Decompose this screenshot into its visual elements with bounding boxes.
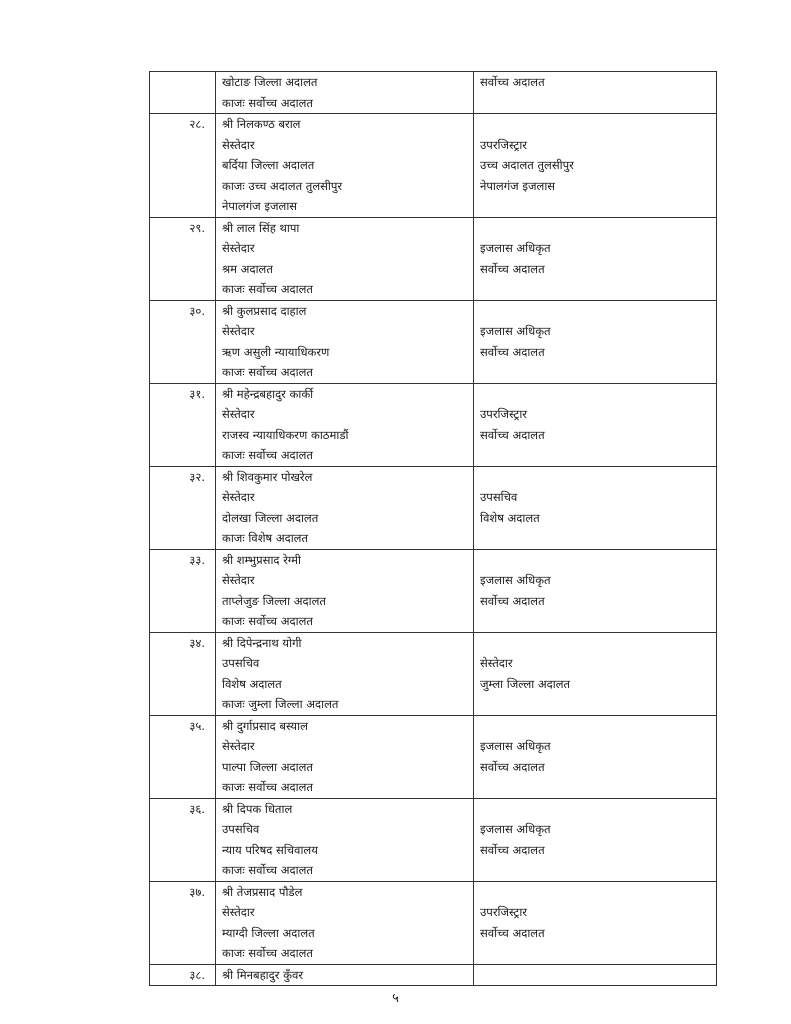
assignment-line: सर्वोच्च अदालत bbox=[480, 75, 545, 89]
detail-line: सेस्तेदार bbox=[222, 490, 255, 504]
assignment-line: उपसचिव bbox=[480, 490, 518, 504]
assignment-cell bbox=[474, 466, 717, 549]
assignment-cell bbox=[474, 715, 717, 798]
employee-details-cell bbox=[216, 798, 474, 881]
assignment-line: विशेष अदालत bbox=[480, 510, 540, 525]
table-row bbox=[150, 114, 717, 218]
assignment-line: उपरजिस्ट्रार bbox=[480, 905, 528, 919]
detail-line: काजः सर्वोच्च अदालत bbox=[222, 365, 313, 379]
serial-number-cell bbox=[150, 72, 216, 114]
detail-line: बर्दिया जिल्ला अदालत bbox=[222, 158, 315, 172]
employee-details-cell bbox=[216, 881, 474, 964]
employee-details-cell bbox=[216, 466, 474, 549]
serial-number-cell: ३८. bbox=[150, 964, 216, 986]
assignment-line: जुम्ला जिल्ला अदालत bbox=[480, 676, 571, 691]
detail-line: सेस्तेदार bbox=[222, 137, 255, 152]
employee-details-cell bbox=[216, 300, 474, 383]
assignment-cell bbox=[474, 383, 717, 466]
detail-line: श्री तेजप्रसाद पौडेल bbox=[222, 884, 303, 899]
detail-line: काजः जुम्ला जिल्ला अदालत bbox=[222, 697, 339, 711]
serial-number-cell: ३०. bbox=[150, 300, 216, 383]
detail-line: ऋण असुली न्यायाधिकरण bbox=[222, 344, 330, 359]
serial-number-cell: २८. bbox=[150, 114, 216, 218]
assignment-line: नेपालगंज इजलास bbox=[480, 178, 556, 193]
serial-number-cell: ३४. bbox=[150, 632, 216, 715]
assignment-line: सर्वोच्च अदालत bbox=[480, 842, 545, 857]
assignment-line: सर्वोच्च अदालत bbox=[480, 427, 545, 442]
assignment-line: इजलास अधिकृत bbox=[480, 573, 551, 587]
assignment-cell bbox=[474, 114, 717, 218]
detail-line: उपसचिव bbox=[222, 656, 260, 670]
employee-details-cell bbox=[216, 383, 474, 466]
serial-number-cell: ३७. bbox=[150, 881, 216, 964]
assignment-cell bbox=[474, 881, 717, 964]
assignment-line: उपरजिस्ट्रार bbox=[480, 137, 528, 152]
assignment-line: इजलास अधिकृत bbox=[480, 324, 551, 338]
serial-number-cell: ३५. bbox=[150, 715, 216, 798]
detail-line: श्री लाल सिंह थापा bbox=[222, 220, 300, 235]
detail-line: श्री दुर्गाप्रसाद बस्याल bbox=[222, 718, 308, 733]
table-body bbox=[150, 72, 717, 986]
detail-line: श्रम अदालत bbox=[222, 261, 273, 276]
serial-number-cell: २९. bbox=[150, 217, 216, 300]
table-row bbox=[150, 881, 717, 964]
detail-line: श्री शम्भुप्रसाद रेग्मी bbox=[222, 552, 301, 567]
serial-number-cell: ३२. bbox=[150, 466, 216, 549]
table-row bbox=[150, 72, 717, 114]
employee-details-cell bbox=[216, 114, 474, 218]
assignment-line: उच्च अदालत तुलसीपुर bbox=[480, 158, 574, 172]
table-row bbox=[150, 632, 717, 715]
table-row bbox=[150, 383, 717, 466]
detail-line: म्याग्दी जिल्ला अदालत bbox=[222, 925, 315, 940]
detail-line: काजः विशेष अदालत bbox=[222, 531, 309, 545]
employee-details-cell bbox=[216, 72, 474, 114]
detail-line: काजः सर्वोच्च अदालत bbox=[222, 95, 313, 110]
detail-line: काजः सर्वोच्च अदालत bbox=[222, 614, 313, 628]
assignment-line: सर्वोच्च अदालत bbox=[480, 925, 545, 940]
table-row bbox=[150, 964, 717, 986]
assignment-cell bbox=[474, 300, 717, 383]
detail-line: काजः उच्च अदालत तुलसीपुर bbox=[222, 178, 343, 193]
assignment-cell bbox=[474, 549, 717, 632]
employee-details-cell bbox=[216, 549, 474, 632]
detail-line: काजः सर्वोच्च अदालत bbox=[222, 863, 313, 877]
detail-line: सेस्तेदार bbox=[222, 573, 255, 587]
assignment-cell bbox=[474, 632, 717, 715]
assignment-line: उपरजिस्ट्रार bbox=[480, 407, 528, 421]
detail-line: श्री दिपक धिताल bbox=[222, 801, 293, 816]
detail-line: न्याय परिषद सचिवालय bbox=[222, 842, 318, 857]
serial-number-cell: ३६. bbox=[150, 798, 216, 881]
detail-line: सेस्तेदार bbox=[222, 407, 255, 421]
serial-number-cell: ३३. bbox=[150, 549, 216, 632]
detail-line: श्री निलकण्ठ बराल bbox=[222, 117, 301, 131]
detail-line: काजः सर्वोच्च अदालत bbox=[222, 448, 313, 462]
detail-line: श्री कुलप्रसाद दाहाल bbox=[222, 303, 307, 318]
assignment-cell bbox=[474, 72, 717, 114]
assignment-line: सर्वोच्च अदालत bbox=[480, 261, 545, 276]
assignment-line: सर्वोच्च अदालत bbox=[480, 593, 545, 608]
detail-line: सेस्तेदार bbox=[222, 905, 255, 919]
detail-line: सेस्तेदार bbox=[222, 324, 255, 338]
employee-details-cell bbox=[216, 715, 474, 798]
detail-line: काजः सर्वोच्च अदालत bbox=[222, 946, 313, 960]
detail-line: श्री मिनबहादुर कुँवर bbox=[222, 967, 304, 982]
table-row bbox=[150, 300, 717, 383]
detail-line: काजः सर्वोच्च अदालत bbox=[222, 282, 313, 296]
detail-line: उपसचिव bbox=[222, 822, 260, 836]
detail-line: श्री शिवकुमार पोखरेल bbox=[222, 469, 313, 484]
assignment-line: इजलास अधिकृत bbox=[480, 241, 551, 255]
detail-line: ताप्लेजुङ जिल्ला अदालत bbox=[222, 593, 326, 608]
assignment-line: सर्वोच्च अदालत bbox=[480, 759, 545, 774]
detail-line: श्री महेन्द्रबहादुर कार्की bbox=[222, 386, 314, 401]
assignment-line: सर्वोच्च अदालत bbox=[480, 344, 545, 359]
assignment-line: इजलास अधिकृत bbox=[480, 822, 551, 836]
table-row bbox=[150, 715, 717, 798]
employee-details-cell bbox=[216, 632, 474, 715]
detail-line: नेपालगंज इजलास bbox=[222, 199, 298, 213]
assignment-cell bbox=[474, 964, 717, 986]
assignment-line: सेस्तेदार bbox=[480, 656, 513, 670]
detail-line: सेस्तेदार bbox=[222, 241, 255, 255]
detail-line: काजः सर्वोच्च अदालत bbox=[222, 780, 313, 794]
detail-line: राजस्व न्यायाधिकरण काठमाडौं bbox=[222, 427, 349, 442]
table-row bbox=[150, 798, 717, 881]
detail-line: श्री दिपेन्द्रनाथ योगी bbox=[222, 635, 302, 650]
table-row bbox=[150, 549, 717, 632]
page-number: ५ bbox=[392, 991, 399, 1006]
serial-number-cell: ३१. bbox=[150, 383, 216, 466]
employee-details-cell bbox=[216, 964, 474, 986]
employee-details-cell bbox=[216, 217, 474, 300]
table-row bbox=[150, 466, 717, 549]
table-row bbox=[150, 217, 717, 300]
appointments-table bbox=[149, 71, 717, 986]
detail-line: सेस्तेदार bbox=[222, 739, 255, 753]
assignment-cell bbox=[474, 217, 717, 300]
detail-line: पाल्पा जिल्ला अदालत bbox=[222, 759, 313, 774]
assignment-cell bbox=[474, 798, 717, 881]
detail-line: दोलखा जिल्ला अदालत bbox=[222, 510, 319, 525]
assignment-line: इजलास अधिकृत bbox=[480, 739, 551, 753]
detail-line: विशेष अदालत bbox=[222, 676, 282, 691]
detail-line: खोटाङ जिल्ला अदालत bbox=[222, 75, 318, 89]
